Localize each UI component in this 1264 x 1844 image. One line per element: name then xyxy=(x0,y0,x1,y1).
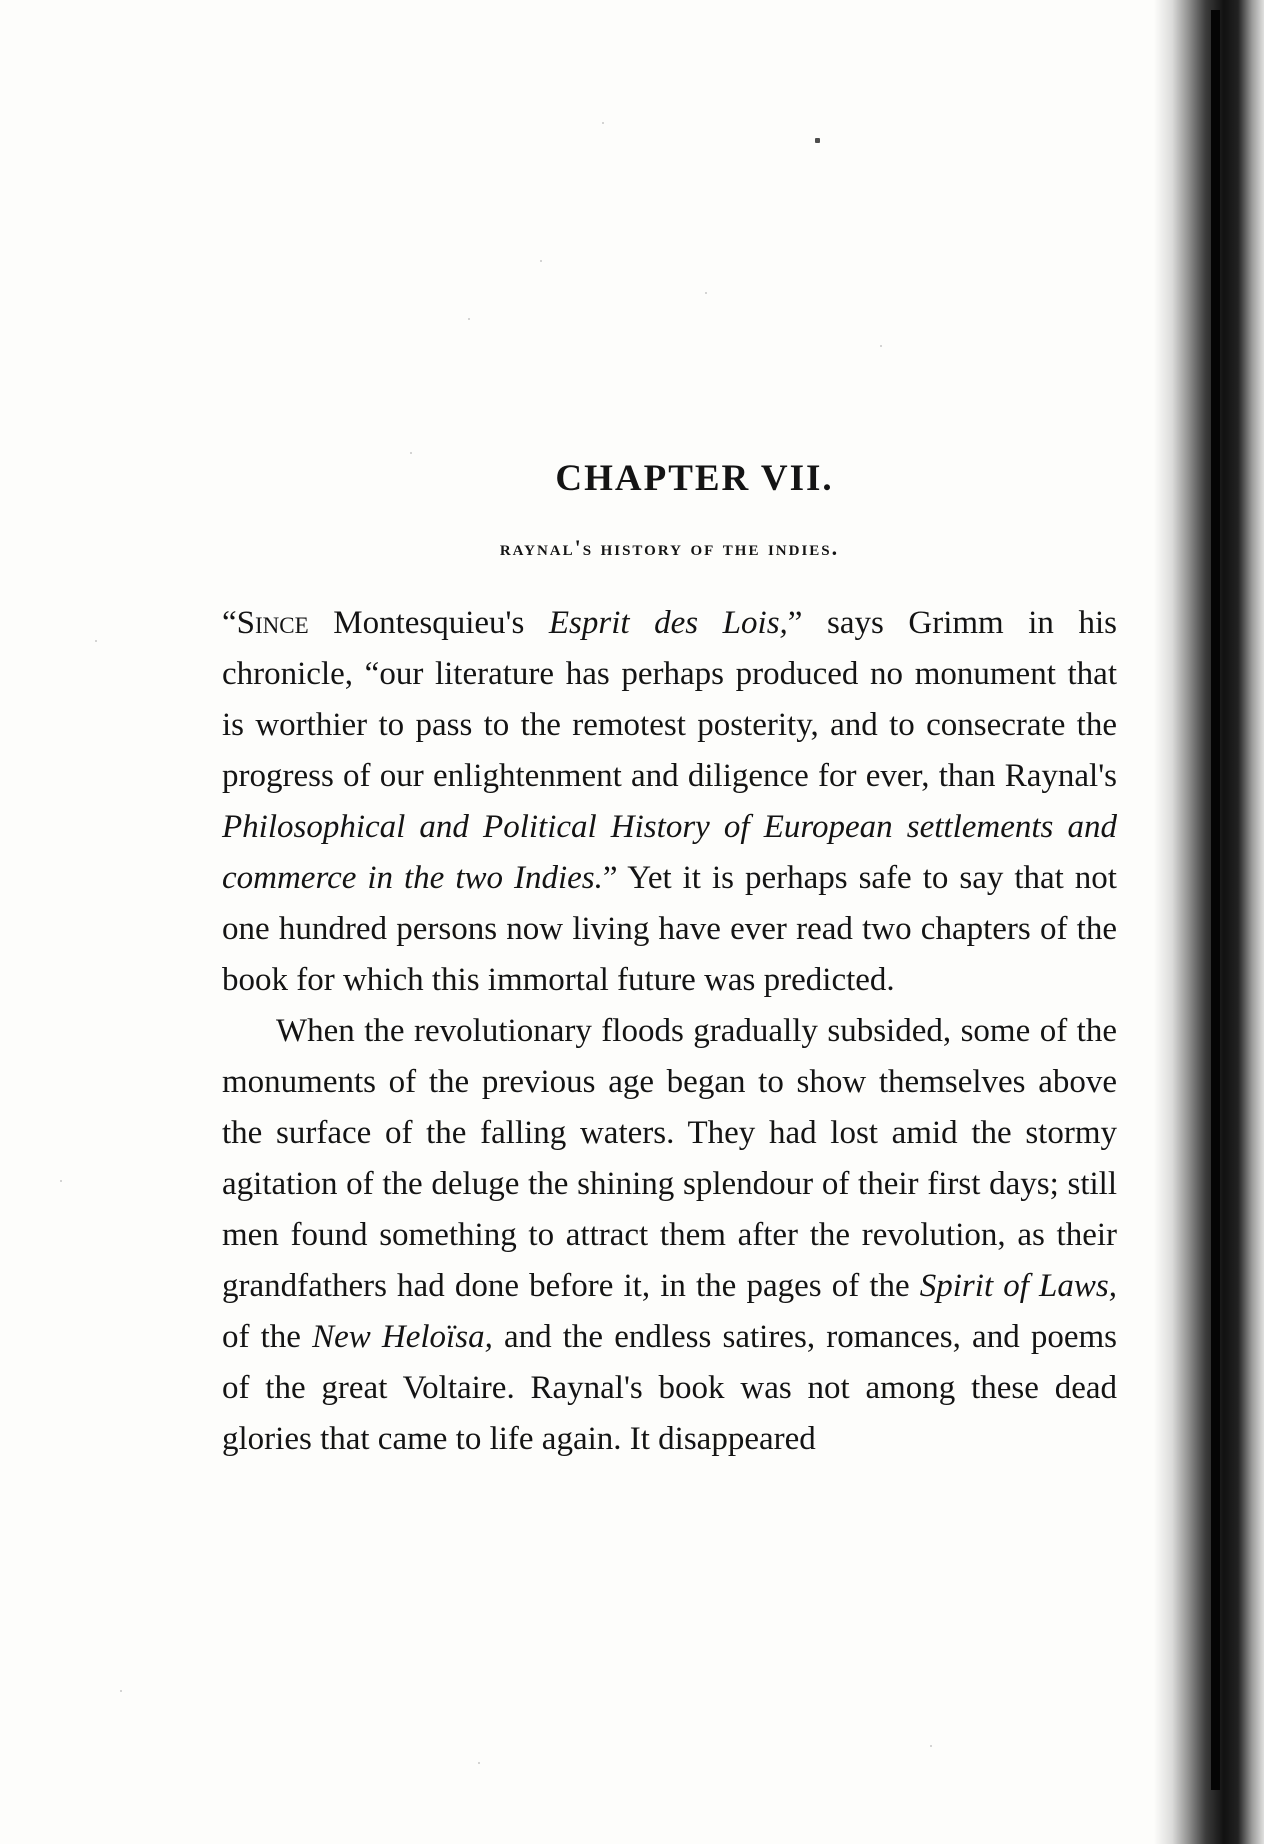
scan-speck xyxy=(815,138,820,143)
italic-title-history: Philosophical and Political History of European settlements and commerce in the two Indies. xyxy=(222,809,1117,896)
open-quote: “ xyxy=(222,605,237,641)
paragraph-1-text-c: ” Yet it is perhaps safe to say that not one hundred persons now living have ever read two chapters of the book for which this immortal future was predicted. xyxy=(222,860,1117,998)
chapter-subtitle: raynal's history of the indies. xyxy=(499,535,840,560)
paragraph-2-text-c: and the endless satires, romances, and poems of the great Voltaire. Raynal's book was not among these dead glories that came to life again. It disappeared xyxy=(222,1319,1117,1457)
lead-word: Since xyxy=(236,605,309,641)
scan-speck xyxy=(95,640,97,642)
chapter-title: CHAPTER VII. xyxy=(555,458,834,499)
scan-speck xyxy=(930,1745,932,1747)
scan-speck xyxy=(60,1180,62,1182)
italic-title-spirit-of-laws: Spirit of Laws, xyxy=(919,1268,1117,1304)
paragraph-2-text-a: When the revolutionary floods gradually subsided, some of the monuments of the previous age began to show themselves above the surface of the falling waters. They had lost amid the stormy agitation of the deluge the shining splendour of their first days; still men found something to attract them after the revolution, as their grandfathers had done before it, in the pages of the xyxy=(222,1013,1117,1304)
scan-speck xyxy=(540,260,542,262)
paragraph-1 xyxy=(222,598,1117,1006)
paragraph-1-text-a: Montesquieu's xyxy=(308,605,549,641)
book-spine-shadow xyxy=(1154,0,1264,1844)
scan-speck xyxy=(602,122,604,124)
paragraph-2-text-b: of the xyxy=(222,1319,313,1355)
paragraph-2 xyxy=(222,1006,1117,1465)
scan-speck xyxy=(478,1762,480,1764)
scan-speck xyxy=(120,1690,122,1692)
italic-title-new-heloisa: New Heloïsa, xyxy=(312,1319,493,1355)
scan-speck xyxy=(705,292,707,294)
scan-speck xyxy=(468,318,470,320)
paragraph-1-text-b: ” says Grimm in his chronicle, “our literature has perhaps produced no monument that is worthier to pass to the remotest posterity, and to consecrate the progress of our enlightenment and diligence for ever, than Raynal's xyxy=(222,605,1117,794)
italic-title-esprit: Esprit des Lois, xyxy=(548,605,788,641)
page-text xyxy=(222,440,1117,1465)
book-gutter-edge xyxy=(1211,10,1220,1790)
scan-speck xyxy=(880,345,882,347)
